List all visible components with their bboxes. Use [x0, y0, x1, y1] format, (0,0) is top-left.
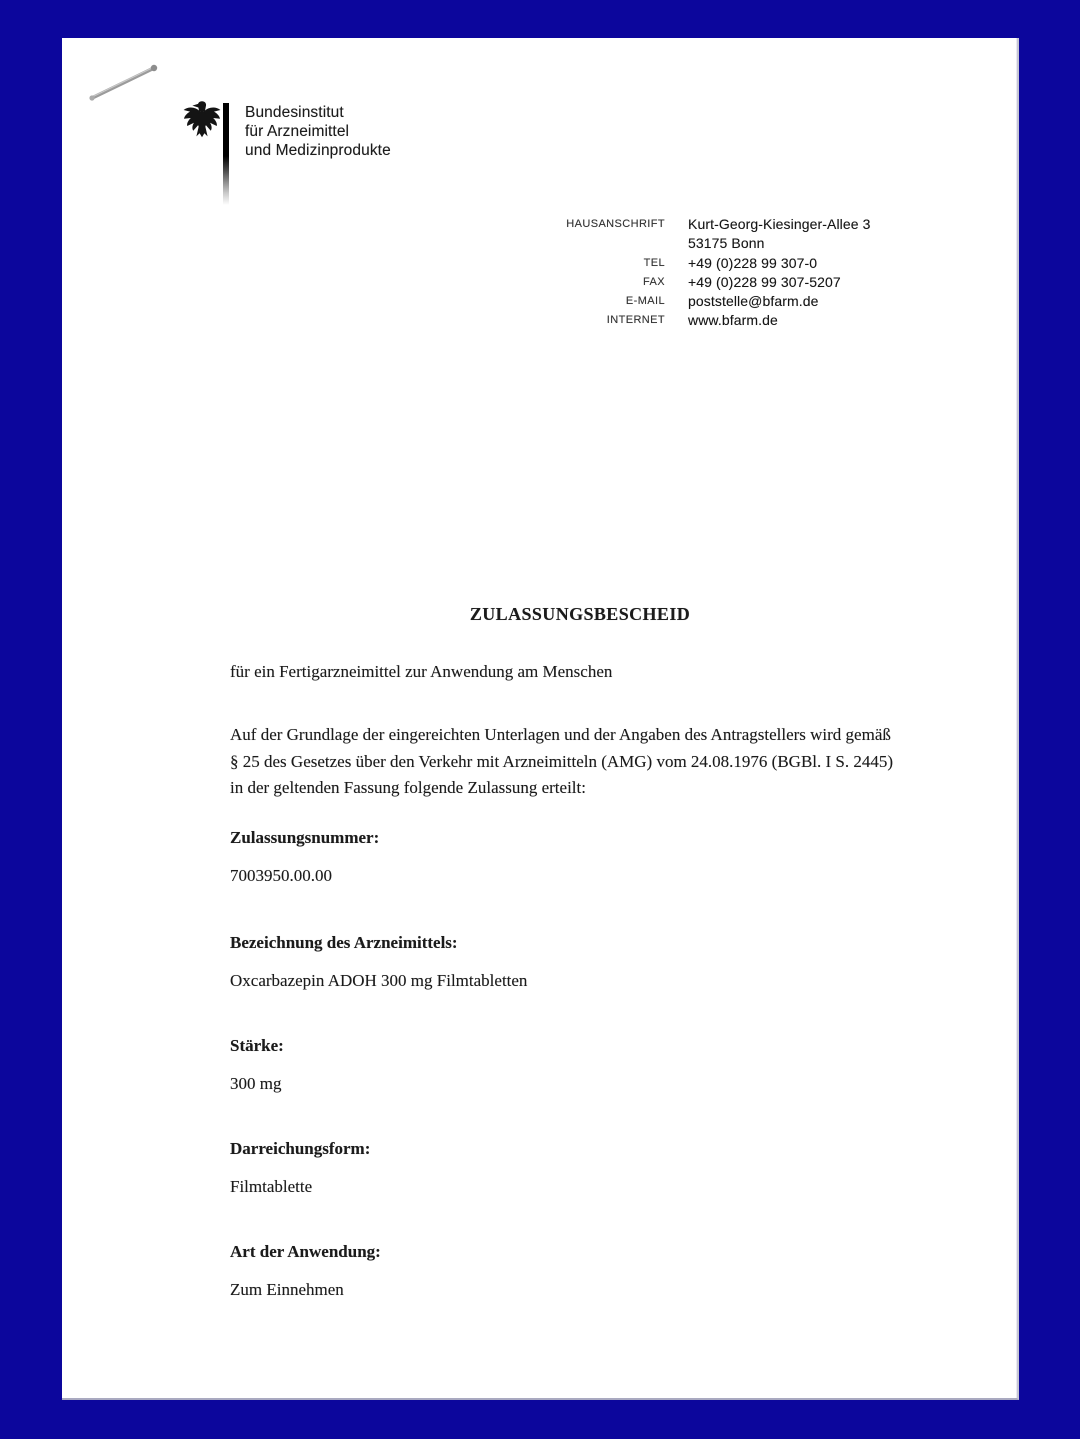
- contact-label-internet: INTERNET: [606, 314, 665, 327]
- intro-line: in der geltenden Fassung folgende Zulassung erteilt:: [230, 778, 586, 797]
- section-value: 7003950.00.00: [230, 866, 332, 885]
- intro-line: § 25 des Gesetzes über den Verkehr mit Arzneimitteln (AMG) vom 24.08.1976 (BGBl. I S. 2445): [230, 751, 894, 771]
- section-darreichungsform: [230, 1138, 370, 1198]
- letterhead-divider-bar: [223, 103, 229, 205]
- section-label: Zulassungsnummer:: [230, 828, 380, 847]
- section-label: Darreichungsform:: [230, 1139, 371, 1158]
- intro-line: Auf der Grundlage der eingereichten Unterlagen und der Angaben des Antragstellers wird gemäß: [230, 725, 891, 744]
- document-title: ZULASSUNGSBESCHEID: [469, 604, 691, 624]
- contact-label-fax: FAX: [643, 275, 665, 288]
- section-value: Zum Einnehmen: [230, 1280, 344, 1299]
- contact-label-hausanschrift: HAUSANSCHRIFT: [566, 218, 665, 230]
- contact-label-empty: [482, 234, 665, 253]
- contact-value-email: poststelle@bfarm.de: [688, 293, 819, 310]
- intro-paragraph: [230, 722, 893, 802]
- german-federal-eagle-icon: [182, 98, 222, 140]
- institution-line: Bundesinstitut: [245, 104, 344, 121]
- section-zulassungsnummer: [230, 827, 379, 887]
- contact-block: [482, 215, 1018, 331]
- contact-value-address-line1: Kurt-Georg-Kiesinger-Allee 3: [688, 216, 871, 232]
- document-subtitle: für ein Fertigarzneimittel zur Anwendung am Menschen: [230, 662, 613, 681]
- institution-line: und Medizinprodukte: [245, 142, 391, 159]
- section-bezeichnung: [230, 932, 527, 992]
- section-value: 300 mg: [230, 1074, 282, 1093]
- section-value: Filmtablette: [230, 1177, 313, 1196]
- section-label: Stärke:: [230, 1036, 284, 1055]
- section-label: Art der Anwendung:: [230, 1242, 381, 1261]
- contact-value-fax: +49 (0)228 99 307-5207: [688, 273, 841, 290]
- section-label: Bezeichnung des Arzneimittels:: [230, 933, 458, 952]
- scanned-document-page: [62, 38, 1019, 1400]
- institution-line: für Arzneimittel: [245, 123, 350, 140]
- contact-value-internet: www.bfarm.de: [688, 312, 778, 329]
- contact-label-tel: TEL: [643, 256, 665, 269]
- staple-mark: [86, 58, 164, 106]
- contact-label-email: E-MAIL: [625, 295, 665, 308]
- section-staerke: [230, 1035, 284, 1095]
- contact-value-tel: +49 (0)228 99 307-0: [688, 254, 818, 271]
- contact-value-address-line2: 53175 Bonn: [688, 235, 765, 252]
- section-art-der-anwendung: [230, 1241, 381, 1301]
- section-value: Oxcarbazepin ADOH 300 mg Filmtabletten: [230, 971, 528, 990]
- institution-name: [245, 103, 391, 160]
